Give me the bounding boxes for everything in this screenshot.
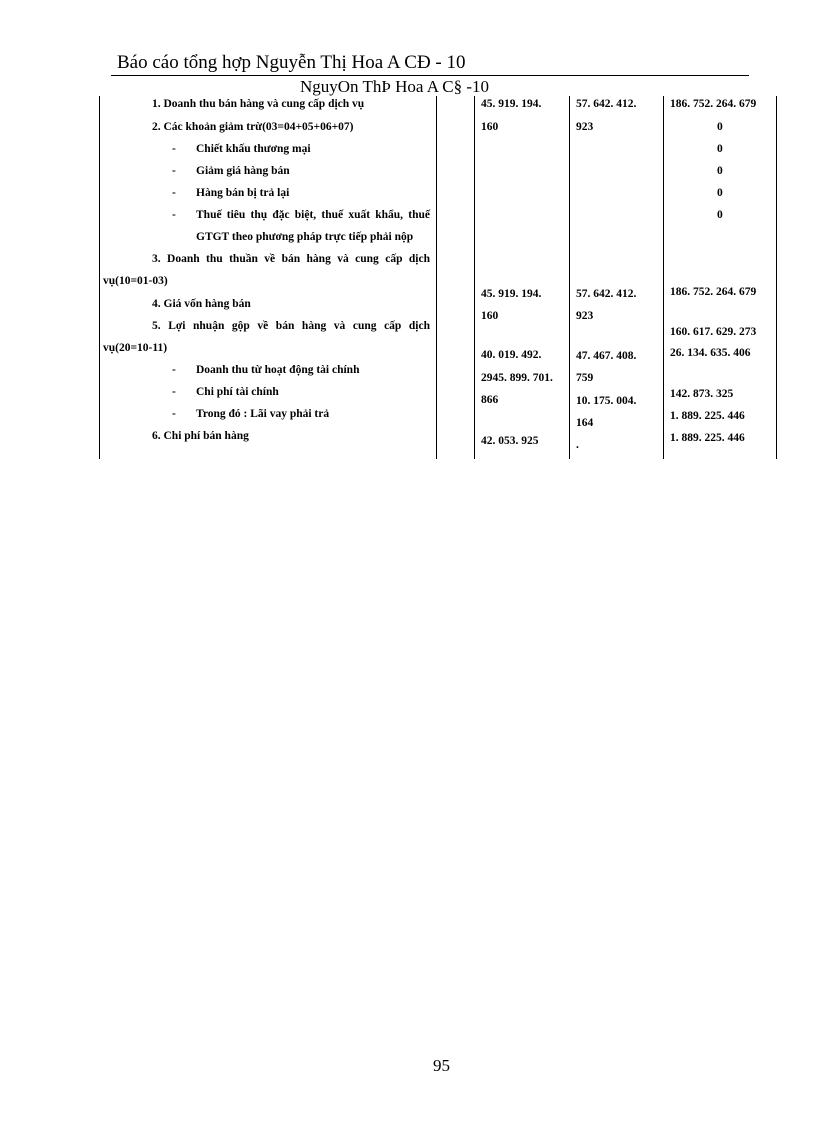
cell-value: 1. 889. 225. 446 [670, 410, 745, 422]
cell-value: 923 [576, 121, 594, 133]
cell-value: 164 [576, 417, 594, 429]
cell-value: 10. 175. 004. [576, 395, 637, 407]
cell-value: 142. 873. 325 [670, 388, 734, 400]
cell-value: . [576, 439, 579, 451]
cell-value: 42. 053. 925 [481, 435, 539, 447]
row-dash: - [172, 143, 176, 155]
row-dash: - [172, 364, 176, 376]
cell-value: 160 [481, 121, 499, 133]
cell-value: 759 [576, 372, 594, 384]
row-dash: - [172, 187, 176, 199]
cell-value: 866 [481, 394, 499, 406]
cell-value: 45. 919. 194. [481, 98, 542, 110]
row-label: Doanh thu từ hoạt động tài chính [196, 364, 360, 376]
row-label: 6. Chi phí bán hàng [152, 430, 249, 442]
row-label: Chiết khấu thương mại [196, 143, 311, 155]
row-dash: - [172, 209, 176, 221]
table-border-left [99, 96, 100, 459]
page-number: 95 [433, 1056, 450, 1075]
row-dash: - [172, 386, 176, 398]
cell-value: 160. 617. 629. 273 [670, 326, 757, 338]
cell-value: 47. 467. 408. [576, 350, 637, 362]
row-label: Trong đó : Lãi vay phải trả [196, 408, 330, 420]
cell-value: 2945. 899. 701. [481, 372, 553, 384]
row-dash: - [172, 165, 176, 177]
cell-value: 45. 919. 194. [481, 288, 542, 300]
row-label: 3. Doanh thu thuần về bán hàng và cung cấp dịch [152, 253, 430, 265]
cell-value: 40. 019. 492. [481, 349, 542, 361]
cell-value: 0 [717, 209, 723, 221]
header-subtitle: NguyOn ThÞ Hoa A C§ -10 [300, 77, 490, 96]
cell-value: 0 [717, 143, 723, 155]
cell-value: 186. 752. 264. 679 [670, 98, 757, 110]
row-label: Giảm giá hàng bán [196, 165, 290, 177]
header-rule [111, 75, 749, 76]
row-label: 5. Lợi nhuận gộp về bán hàng và cung cấp dịch [152, 320, 430, 332]
row-dash: - [172, 408, 176, 420]
row-label: vụ(10=01-03) [103, 275, 168, 287]
row-label: 4. Giá vốn hàng bán [152, 298, 251, 310]
table-border-col-a [474, 96, 475, 459]
row-label: Chi phí tài chính [196, 386, 279, 398]
cell-value: 57. 642. 412. [576, 288, 637, 300]
row-label: GTGT theo phương pháp trực tiếp phải nộp [196, 231, 414, 243]
row-label: Hàng bán bị trả lại [196, 187, 290, 199]
table-border-col-b [569, 96, 570, 459]
cell-value: 186. 752. 264. 679 [670, 286, 757, 298]
cell-value: 0 [717, 121, 723, 133]
cell-value: 26. 134. 635. 406 [670, 347, 751, 359]
row-label: 2. Các khoản giảm trừ(03=04+05+06+07) [152, 121, 354, 133]
cell-value: 0 [717, 165, 723, 177]
header-title: Báo cáo tổng hợp Nguyễn Thị Hoa A CĐ - 10 [117, 52, 466, 73]
cell-value: 923 [576, 310, 594, 322]
cell-value: 0 [717, 187, 723, 199]
table-border-inner [436, 96, 437, 459]
row-label: Thuế tiêu thụ đặc biệt, thuế xuất khẩu, thuế [196, 209, 430, 221]
row-label: vụ(20=10-11) [103, 342, 168, 354]
row-label: 1. Doanh thu bán hàng và cung cấp dịch vụ [152, 98, 365, 110]
cell-value: 57. 642. 412. [576, 98, 637, 110]
cell-value: 1. 889. 225. 446 [670, 432, 745, 444]
table-border-right [776, 96, 777, 459]
table-border-col-c [663, 96, 664, 459]
cell-value: 160 [481, 310, 499, 322]
